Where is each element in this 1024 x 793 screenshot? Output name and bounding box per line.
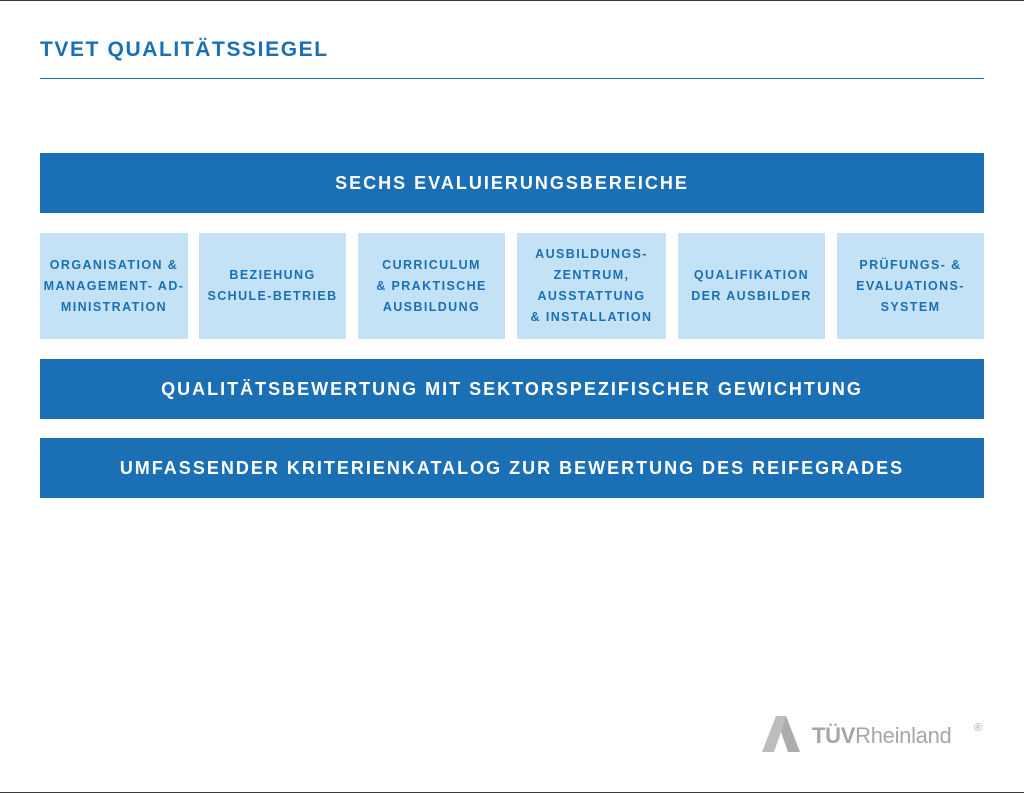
registered-mark: ® <box>974 722 983 734</box>
area-trainer-qualification: QUALIFIKATION DER AUSBILDER <box>678 233 825 339</box>
criteria-catalog-bar: UMFASSENDER KRITERIENKATALOG ZUR BEWERTUNG DES REIFEGRADES <box>40 438 984 498</box>
logo-tuv-text: TÜV <box>812 723 856 748</box>
area-school-business: BEZIEHUNG SCHULE-BETRIEB <box>199 233 346 339</box>
tuv-rheinland-logo <box>760 712 990 757</box>
area-organisation: ORGANISATION & MANAGEMENT- AD- MINISTRATION <box>40 233 188 339</box>
evaluation-areas-header: SECHS EVALUIERUNGSBEREICHE <box>40 153 984 213</box>
tuv-triangle-icon <box>760 712 806 754</box>
logo-wordmark <box>812 723 952 749</box>
area-curriculum: CURRICULUM & PRAKTISCHE AUSBILDUNG <box>358 233 505 339</box>
top-border <box>0 0 1024 1</box>
area-exam-system: PRÜFUNGS- & EVALUATIONS- SYSTEM <box>837 233 984 339</box>
page-title: TVET QUALITÄTSSIEGEL <box>40 38 329 61</box>
title-divider <box>40 78 984 79</box>
area-training-center: AUSBILDUNGS- ZENTRUM, AUSSTATTUNG & INSTALLATION <box>517 233 666 339</box>
quality-assessment-bar: QUALITÄTSBEWERTUNG MIT SEKTORSPEZIFISCHER GEWICHTUNG <box>40 359 984 419</box>
logo-rheinland-text: Rheinland <box>855 723 952 748</box>
